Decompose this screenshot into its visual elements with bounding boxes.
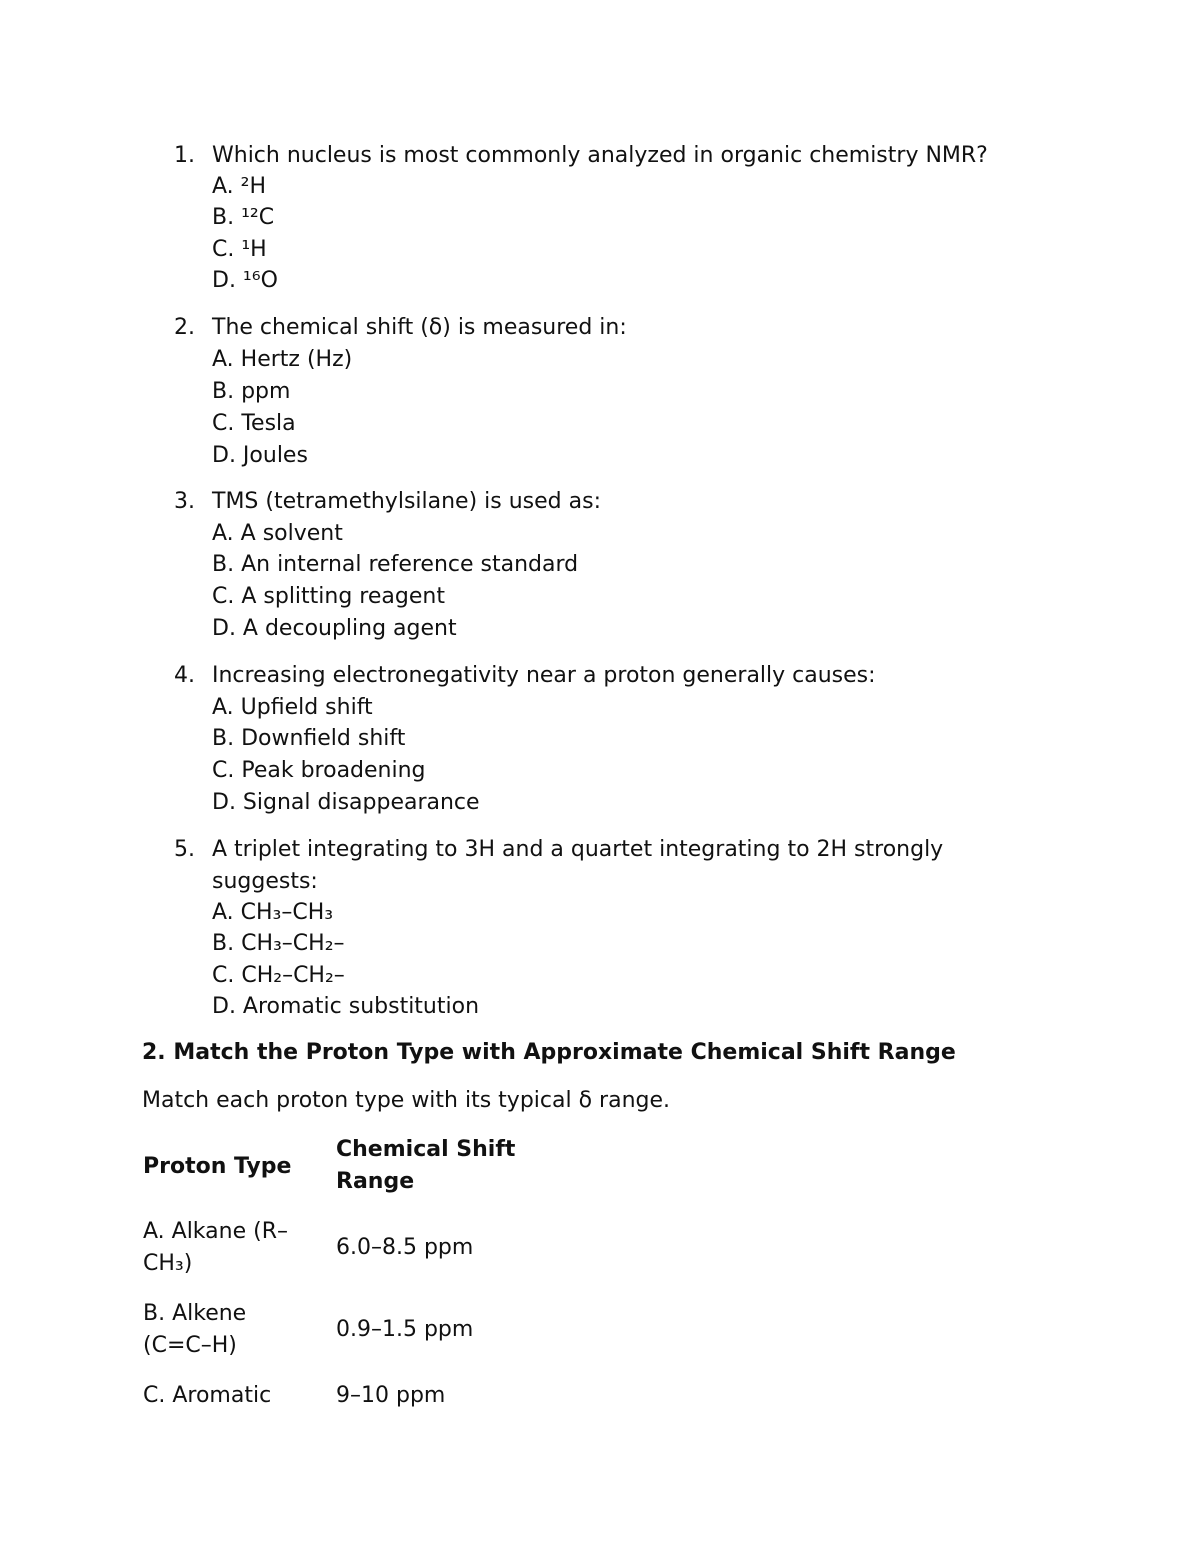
section-heading: 2. Match the Proton Type with Approximate Chemical Shift Range <box>142 1040 956 1065</box>
option-a: A. Upfield shift <box>212 695 373 720</box>
table-cell-shift-range: 0.9–1.5 ppm <box>336 1317 474 1342</box>
question-text: The chemical shift (δ) is measured in: <box>212 315 627 340</box>
option-b: B. Downfield shift <box>212 726 406 751</box>
option-d: D. A decoupling agent <box>212 616 457 641</box>
option-a: A. CH₃–CH₃ <box>212 900 334 925</box>
table-header-proton-type: Proton Type <box>143 1154 292 1179</box>
table-cell-proton-type: A. Alkane (R–CH₃) <box>143 1219 288 1276</box>
option-b: B. ¹²C <box>212 205 275 230</box>
question-text: TMS (tetramethylsilane) is used as: <box>212 489 601 514</box>
question-number: 3. <box>174 489 195 514</box>
question-text: Which nucleus is most commonly analyzed in organic chemistry NMR? <box>212 143 988 168</box>
option-d: D. Signal disappearance <box>212 790 480 815</box>
section-instructions: Match each proton type with its typical δ range. <box>142 1088 670 1113</box>
option-a: A. ²H <box>212 174 267 199</box>
table-cell-proton-type: C. Aromatic <box>143 1383 272 1408</box>
option-a: A. A solvent <box>212 521 343 546</box>
question-text: Increasing electronegativity near a proton generally causes: <box>212 663 876 688</box>
table-cell-shift-range: 6.0–8.5 ppm <box>336 1235 474 1260</box>
table-cell-shift-range: 9–10 ppm <box>336 1383 446 1408</box>
table-cell-proton-type: B. Alkene (C=C–H) <box>143 1301 247 1358</box>
option-b: B. An internal reference standard <box>212 552 579 577</box>
question-number: 1. <box>174 143 195 168</box>
question-number: 4. <box>174 663 195 688</box>
table-header-shift-range: Chemical Shift Range <box>336 1137 516 1194</box>
option-d: D. Joules <box>212 443 308 468</box>
option-c: C. Tesla <box>212 411 296 436</box>
option-d: D. Aromatic substitution <box>212 994 480 1019</box>
option-c: C. CH₂–CH₂– <box>212 963 345 988</box>
question-number: 2. <box>174 315 195 340</box>
question-number: 5. <box>174 837 195 862</box>
option-c: C. ¹H <box>212 237 267 262</box>
option-d: D. ¹⁶O <box>212 268 278 293</box>
option-c: C. A splitting reagent <box>212 584 445 609</box>
option-b: B. CH₃–CH₂– <box>212 931 345 956</box>
option-a: A. Hertz (Hz) <box>212 347 353 372</box>
option-c: C. Peak broadening <box>212 758 426 783</box>
option-b: B. ppm <box>212 379 291 404</box>
question-text: A triplet integrating to 3H and a quartet integrating to 2H strongly suggests: <box>212 837 944 894</box>
